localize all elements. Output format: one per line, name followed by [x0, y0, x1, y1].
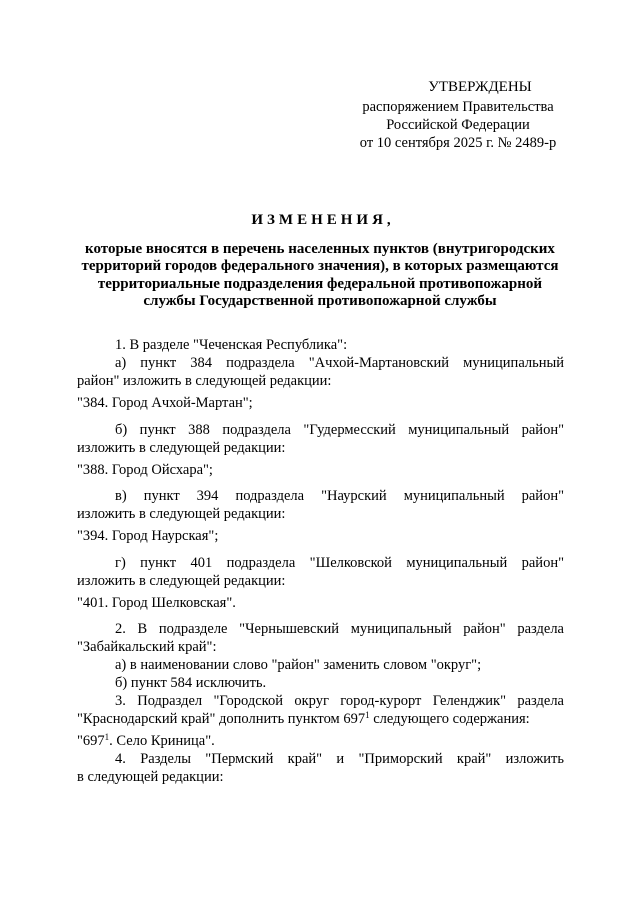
approval-line-3: от 10 сентября 2025 г. № 2489-р — [359, 135, 557, 151]
document-subtitle-line-2: территорий городов федерального значения), в которых размещаются — [81, 258, 559, 274]
item-1b-line-1: б) пункт 388 подраздела "Гудермесский муниципальный район" — [115, 421, 564, 438]
document-body — [77, 336, 564, 786]
approval-block — [350, 78, 566, 152]
item-1a-line-1: а) пункт 384 подраздела "Ачхой-Мартановский муниципальный — [115, 355, 564, 371]
item-1a-line-2: район" изложить в следующей редакции: — [77, 373, 332, 389]
item-2a: а) в наименовании слово "район" заменить словом "округ"; — [115, 657, 482, 673]
document-title: ИЗМЕНЕНИЯ, — [251, 212, 395, 228]
item-1c-quote: "394. Город Наурская"; — [77, 528, 219, 544]
item-3-line-2 — [77, 710, 564, 728]
item-4-line-1: 4. Разделы "Пермский край" и "Приморский край" изложить — [115, 751, 564, 767]
document-subtitle-line-3: территориальные подразделения федеральной противопожарной — [97, 275, 543, 292]
item-1b-quote: "388. Город Ойсхара"; — [77, 461, 213, 478]
document-subtitle-line-4: службы Государственной противопожарной службы — [143, 293, 497, 309]
item-4-line-2: в следующей редакции: — [77, 769, 224, 785]
item-3-quote-text-b: . Село Криница". — [109, 733, 215, 749]
item-2-line-2: "Забайкальский край": — [77, 639, 217, 655]
item-1b-line-2: изложить в следующей редакции: — [77, 439, 286, 456]
item-3-quote — [77, 732, 564, 750]
item-1d-line-2: изложить в следующей редакции: — [77, 572, 286, 589]
item-1-heading: 1. В разделе "Чеченская Республика": — [115, 337, 348, 353]
item-3-quote-text-a: "697 — [77, 733, 105, 749]
item-3-line-2-text-b: следующего содержания: — [369, 711, 530, 727]
item-1a-quote: "384. Город Ачхой-Мартан"; — [77, 395, 253, 411]
item-3-superscript: 1 — [365, 710, 370, 720]
item-3-quote-superscript: 1 — [104, 732, 110, 742]
item-3-line-2-text-a: "Краснодарский край" дополнить пунктом 697 — [77, 711, 366, 727]
item-1d-quote: "401. Город Шелковская". — [77, 594, 236, 611]
approval-line-1: распоряжением Правительства — [362, 99, 554, 115]
document-subtitle-line-1: которые вносятся в перечень населенных пунктов (внутригородских — [85, 240, 555, 257]
approval-stamp: УТВЕРЖДЕНЫ — [428, 79, 532, 95]
document-heading — [70, 212, 570, 311]
item-1c-line-1: в) пункт 394 подраздела "Наурский муниципальный район" — [115, 488, 564, 504]
item-3-line-1: 3. Подраздел "Городской округ город-курорт Геленджик" раздела — [115, 693, 564, 709]
approval-line-2: Российской Федерации — [386, 117, 530, 133]
item-2b: б) пункт 584 исключить. — [115, 675, 267, 691]
item-1c-line-2: изложить в следующей редакции: — [77, 506, 286, 522]
item-1d-line-1: г) пункт 401 подраздела "Шелковской муниципальный район" — [115, 554, 564, 571]
item-2-line-1: 2. В подразделе "Чернышевский муниципальный район" раздела — [115, 621, 564, 637]
